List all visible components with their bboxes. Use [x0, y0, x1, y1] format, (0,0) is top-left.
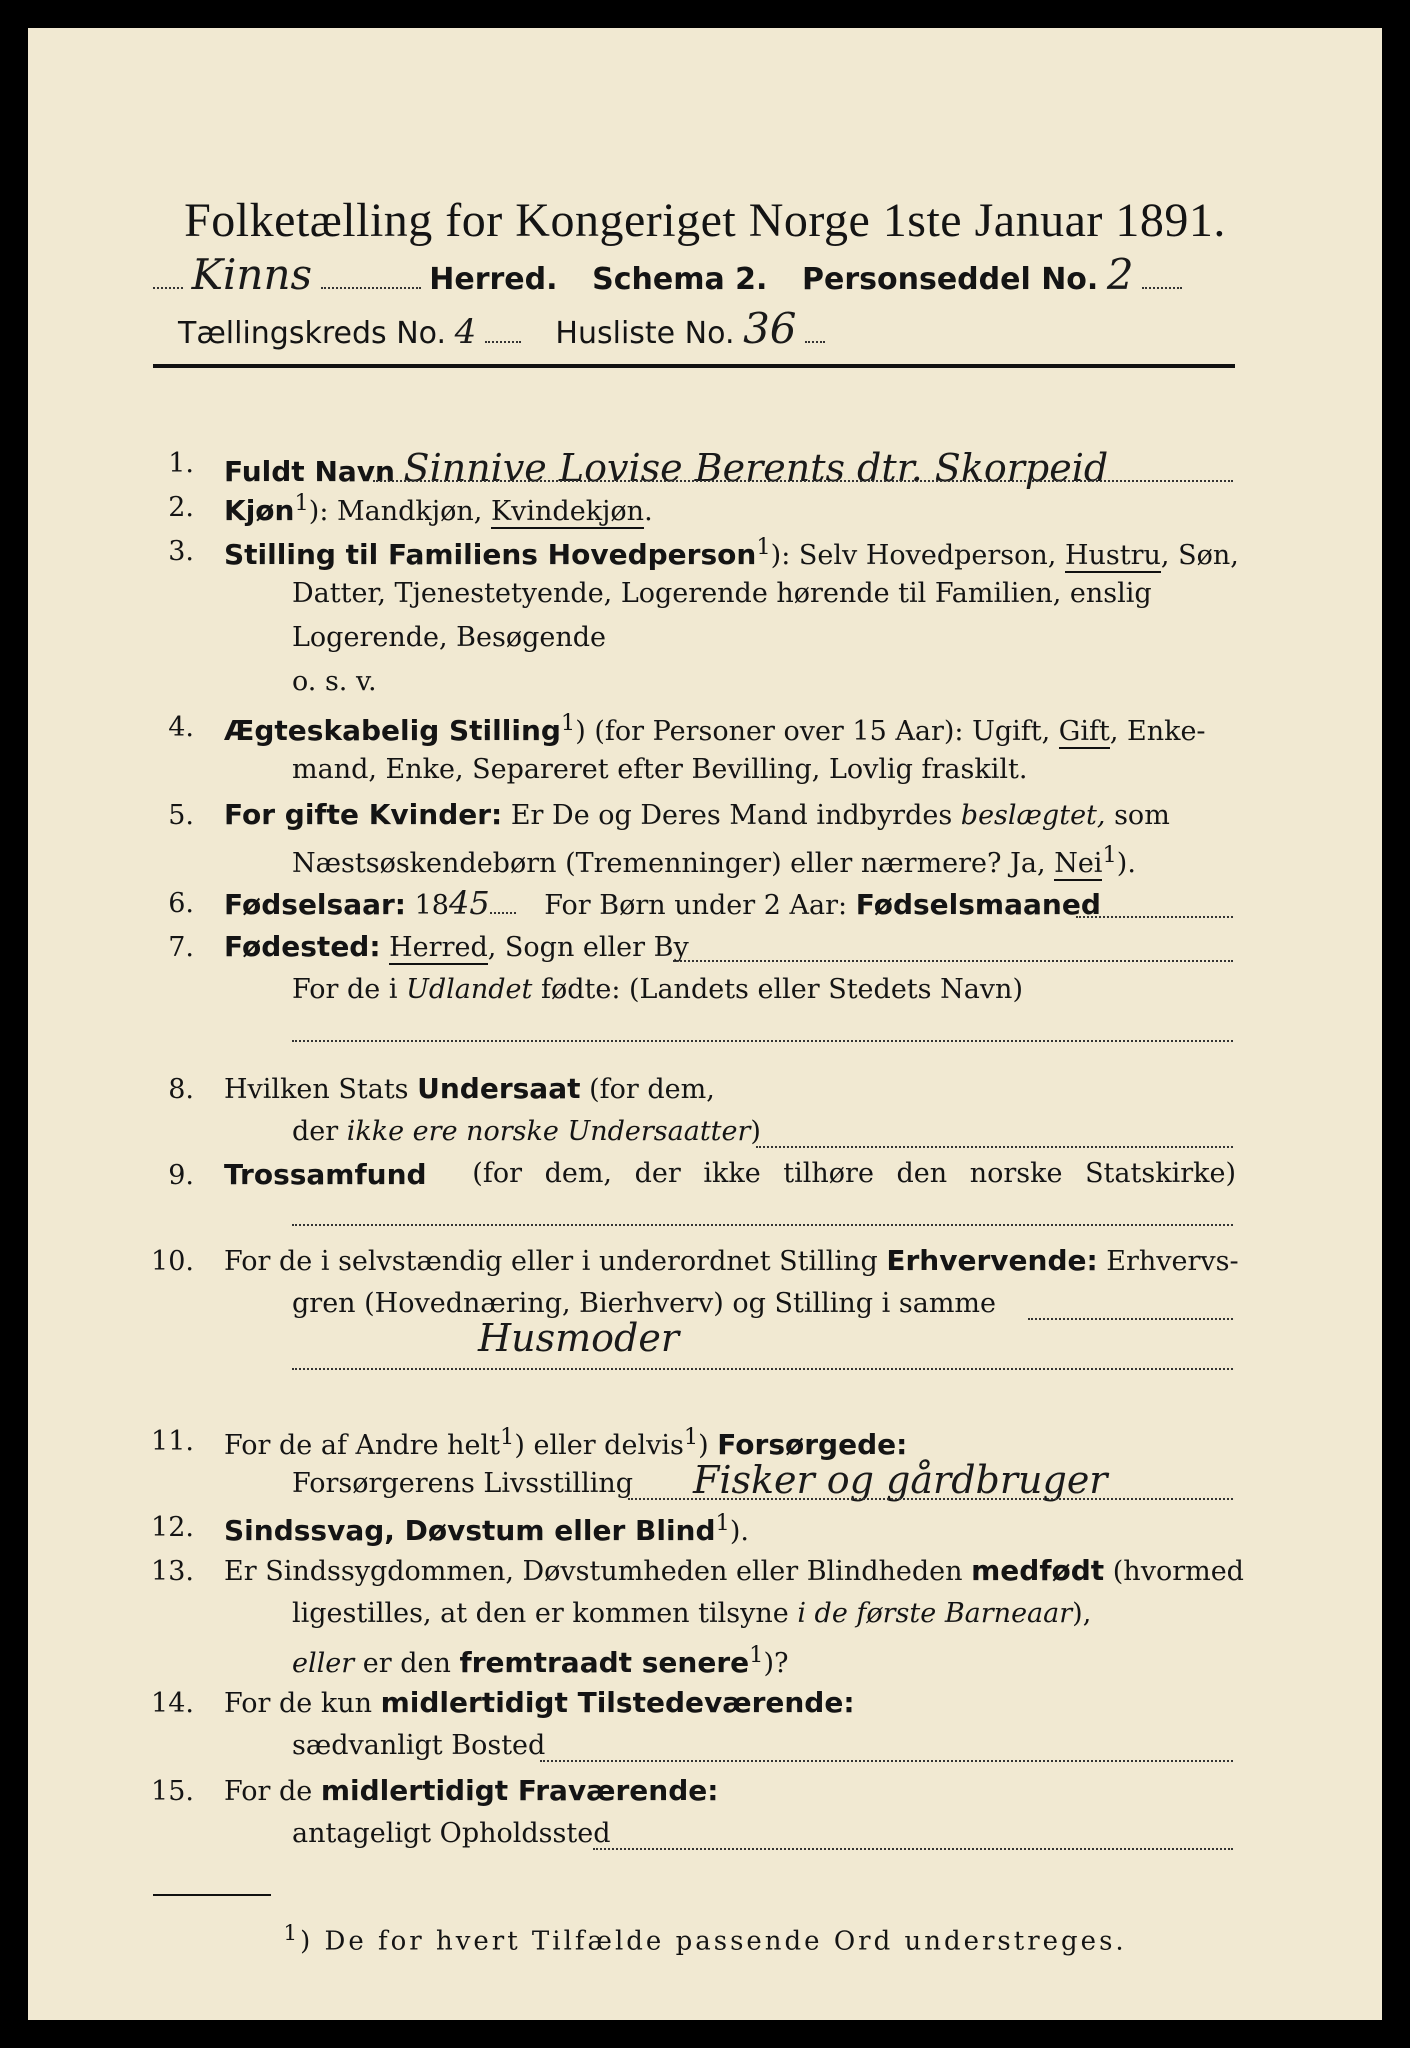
taellingskreds-number: 4	[454, 312, 477, 352]
q11-sup-1: 1	[500, 1424, 515, 1450]
q2-sup: 1	[294, 490, 309, 516]
q15-line1a: For de	[224, 1776, 313, 1807]
q7-line1	[224, 930, 689, 963]
q6-number: 6.	[168, 888, 194, 919]
q13-line3a: er den	[362, 1648, 451, 1679]
form-title: Folketælling for Kongeriget Norge 1ste Januar 1891.	[184, 194, 1226, 247]
q15-number: 15.	[151, 1776, 194, 1807]
q3-line2: Datter, Tjenestetyende, Logerende hørende til Familien, enslig	[292, 578, 1152, 609]
q14-line1a: For de kun	[224, 1688, 372, 1719]
footnote-text: ) De for hvert Tilfælde passende Ord understreges.	[300, 1926, 1127, 1957]
q5-sup: 1	[1102, 842, 1117, 868]
q8-line2	[292, 1116, 761, 1147]
q12-end: ).	[729, 1516, 749, 1547]
q13-line1b: (hvormed	[1112, 1556, 1244, 1587]
q9-number: 9.	[168, 1160, 194, 1191]
q1-answer-handwritten: Sinnive Lovise Berents dtr. Skorpeid	[403, 446, 1109, 490]
personseddel-number: 2	[1106, 250, 1134, 299]
q10-line1a: For de i selvstændig eller i underordnet Stilling	[224, 1246, 878, 1277]
q3-label: Stilling til Familiens Hovedperson	[224, 538, 757, 571]
q12-number: 12.	[151, 1512, 194, 1543]
q12-sup: 1	[715, 1510, 730, 1536]
q13-line2	[292, 1598, 1091, 1629]
q13-line3b: )?	[763, 1648, 789, 1679]
q11-dotline	[628, 1498, 1233, 1500]
header-rule	[153, 364, 1235, 368]
q1-number: 1.	[168, 448, 194, 479]
q11-number: 11.	[151, 1426, 194, 1457]
q5-italic: beslægtet,	[960, 800, 1106, 831]
q13-number: 13.	[151, 1556, 194, 1587]
q6-label2: Fødselsmaaned	[855, 888, 1101, 921]
q4-sup: 1	[560, 710, 576, 736]
q7-line2b: fødte: (Landets eller Stedets Navn)	[540, 974, 1023, 1005]
q5-line2	[292, 842, 1136, 879]
q10-line1b: Erhvervs-	[1106, 1246, 1239, 1277]
husliste-label: Husliste No.	[555, 316, 735, 351]
q4-underlined-option: Gift	[1058, 716, 1110, 747]
q1-dotline	[373, 480, 1233, 482]
q11-sup-2: 1	[683, 1424, 699, 1450]
footnote-rule	[153, 1894, 271, 1896]
herred-handwritten: Kinns	[191, 250, 313, 299]
q13-line1	[224, 1554, 1244, 1587]
q14-number: 14.	[151, 1688, 194, 1719]
q11-line2-text: Forsørgerens Livsstilling	[292, 1468, 634, 1499]
q4-line1-end: , Enke-	[1109, 716, 1206, 747]
q3-underlined-option: Hustru	[1064, 540, 1161, 571]
q2-row	[224, 490, 653, 527]
q14-label: midlertidigt Tilstedeværende:	[380, 1686, 855, 1719]
q3-number: 3.	[168, 536, 194, 567]
q6-dotline	[1076, 916, 1233, 918]
q7-dotline1	[673, 960, 1233, 962]
q8-line1a: Hvilken Stats	[224, 1074, 409, 1105]
q13-line1a: Er Sindssygdommen, Døvstumheden eller Blindheden	[224, 1556, 963, 1587]
q10-dotline1	[1028, 1318, 1233, 1320]
q2-label: Kjøn	[224, 494, 295, 527]
q6-year-handwritten: 45	[448, 884, 490, 922]
census-form	[28, 28, 1382, 2020]
q11-line1a: For de af Andre helt	[224, 1430, 501, 1461]
q1-label: Fuldt Navn	[224, 455, 395, 488]
schema-label: Schema 2.	[592, 262, 768, 297]
q13-line3-italic: eller	[292, 1648, 355, 1679]
q7-line2	[292, 974, 1023, 1005]
q2-underlined-option: Kvindekjøn	[490, 496, 645, 527]
q8-line1	[224, 1072, 715, 1105]
q4-line1	[224, 710, 1206, 747]
q2-number: 2.	[168, 492, 194, 523]
q3-line1	[224, 534, 1239, 571]
q13-line2-italic: i de første Barneaar	[797, 1598, 1073, 1629]
q4-line1-rest: ) (for Personer over 15 Aar): Ugift,	[575, 716, 1051, 747]
q14-line2: sædvanligt Bosted	[292, 1730, 546, 1761]
q5-number: 5.	[168, 800, 194, 831]
q12-row	[224, 1510, 749, 1547]
q14-dotline	[540, 1760, 1233, 1762]
q3-line4: o. s. v.	[292, 666, 377, 697]
q4-label: Ægteskabelig Stilling	[224, 714, 561, 747]
q8-line2-italic: ikke ere norske Undersaatter	[346, 1116, 751, 1147]
q7-underlined-option: Herred	[389, 932, 488, 963]
footnote	[28, 1921, 1382, 1957]
q11-line1	[224, 1424, 907, 1461]
q5-line1-rest: Er De og Deres Mand indbyrdes	[510, 800, 953, 831]
q5-line1-end: som	[1114, 800, 1170, 831]
q8-line2a: der	[292, 1116, 339, 1147]
personseddel-label: Personseddel No.	[802, 262, 1099, 297]
q8-line1b: (for dem,	[589, 1074, 715, 1105]
q7-label: Fødested:	[224, 930, 381, 963]
q5-line2-text: Næstsøskendebørn (Tremenninger) eller nærmere? Ja,	[292, 848, 1046, 879]
q7-line2a: For de i	[292, 974, 398, 1005]
q5-line1	[224, 798, 1170, 831]
q6-year-prefix: 18	[414, 890, 449, 921]
q10-dotline2	[292, 1368, 1233, 1370]
taellingskreds-line	[178, 304, 825, 353]
q11-answer-handwritten: Fisker og gårdbruger	[693, 1458, 1108, 1502]
q4-line2: mand, Enke, Separeret efter Bevilling, Lovlig fraskilt.	[292, 754, 1028, 785]
q13-label: medfødt	[971, 1554, 1105, 1587]
q3-line1-end: , Søn,	[1160, 540, 1239, 571]
q5-underlined-option: Nei	[1054, 848, 1103, 879]
q15-line2: antageligt Opholdssted	[292, 1818, 611, 1849]
q14-line1	[224, 1686, 855, 1719]
q9-rest: (for dem, der ikke tilhøre den norske Statskirke)	[472, 1158, 1236, 1189]
q3-sup: 1	[756, 534, 771, 560]
q7-rest: , Sogn eller By	[487, 932, 689, 963]
q10-number: 10.	[151, 1246, 194, 1277]
q3-line3: Logerende, Besøgende	[292, 622, 606, 653]
q9-line1	[224, 1158, 1236, 1191]
q4-number: 4.	[168, 712, 194, 743]
q6-row	[224, 884, 1101, 922]
q8-number: 8.	[168, 1074, 194, 1105]
q11-line1b: ) eller delvis	[514, 1430, 684, 1461]
q9-label: Trossamfund	[224, 1158, 427, 1191]
q13-line3	[292, 1642, 789, 1679]
q10-line1	[224, 1244, 1239, 1277]
q3-line1-rest: ): Selv Hovedperson,	[770, 540, 1057, 571]
q6-label: Fødselsaar:	[224, 888, 406, 921]
q15-label: midlertidigt Fraværende:	[320, 1774, 719, 1807]
q5-line2-end: ).	[1116, 848, 1136, 879]
q11-label: Forsørgede:	[717, 1428, 908, 1461]
herred-label: Herred.	[429, 262, 558, 297]
q15-line1	[224, 1774, 718, 1807]
q7-dotline2	[292, 1040, 1233, 1042]
q7-number: 7.	[168, 932, 194, 963]
q8-label: Undersaat	[417, 1072, 581, 1105]
q5-label: For gifte Kvinder:	[224, 798, 503, 831]
q2-end: .	[644, 496, 653, 527]
q10-line2: gren (Hovednæring, Bierhverv) og Stilling i samme	[292, 1288, 997, 1319]
q8-line2b: )	[750, 1116, 761, 1147]
q11-line2	[292, 1468, 633, 1499]
footnote-sup: 1	[283, 1921, 301, 1946]
q7-line2-italic: Udlandet	[406, 974, 533, 1005]
q10-label: Erhvervende:	[886, 1244, 1098, 1277]
taellingskreds-label: Tællingskreds No.	[178, 316, 446, 351]
q9-dotline	[292, 1224, 1233, 1226]
q13-line2a: ligestilles, at den er kommen tilsyne	[292, 1598, 789, 1629]
q13-label2: fremtraadt senere	[459, 1646, 750, 1679]
herred-line	[153, 250, 1182, 299]
q13-line2b: ),	[1072, 1598, 1092, 1629]
q1-row	[224, 446, 1108, 490]
q8-dotline	[756, 1146, 1233, 1148]
husliste-number: 36	[743, 304, 797, 353]
q11-line1c: )	[698, 1430, 709, 1461]
q13-sup: 1	[749, 1642, 764, 1668]
q10-answer-handwritten: Husmoder	[478, 1316, 680, 1360]
q6-mid: For Børn under 2 Aar:	[544, 890, 848, 921]
q2-rest: ): Mandkjøn,	[308, 496, 483, 527]
q12-label: Sindssvag, Døvstum eller Blind	[224, 1514, 716, 1547]
q15-dotline	[593, 1848, 1233, 1850]
